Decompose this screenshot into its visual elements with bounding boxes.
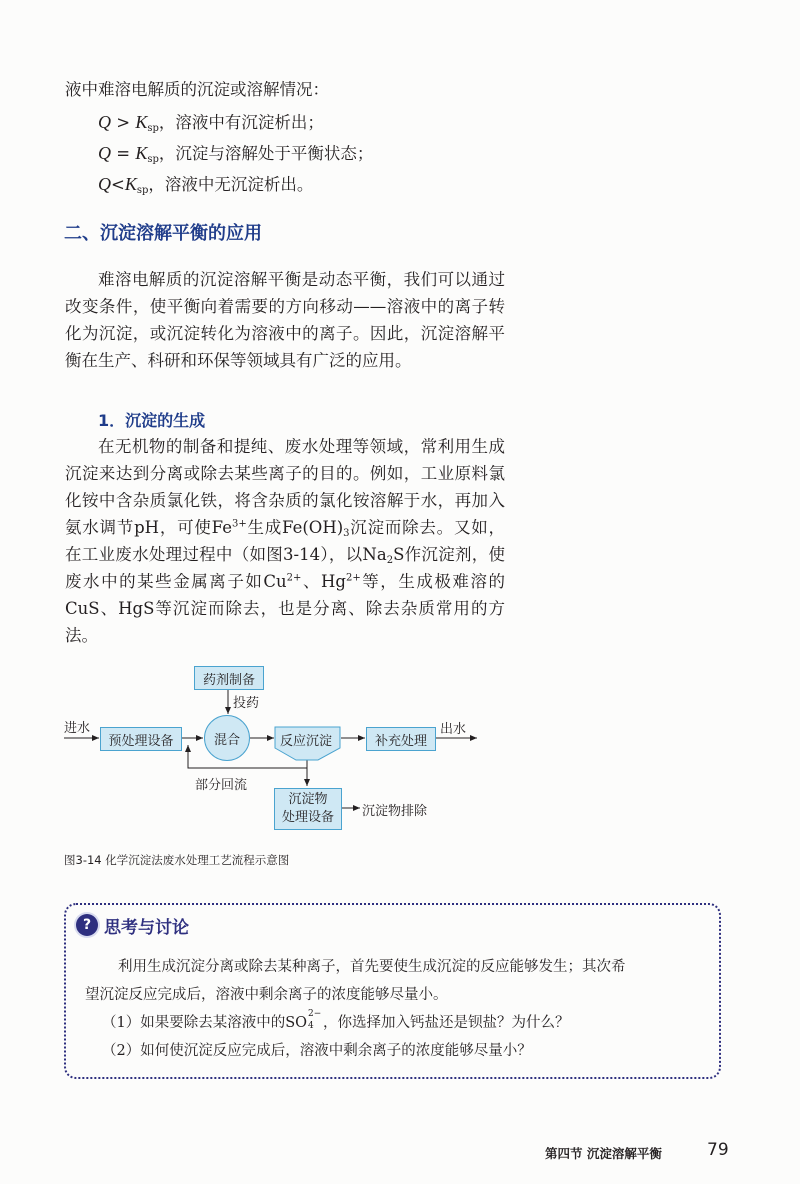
sludge-discharge-label: 沉淀物排除: [362, 804, 428, 819]
section-heading: 二、沉淀溶解平衡的应用: [64, 223, 262, 244]
condition-greater: $Q > K_{sp}$，溶液中有沉淀析出；: [98, 112, 324, 134]
think-line-2: 望沉淀反应完成后，溶液中剩余离子的浓度能够尽量小。: [85, 987, 448, 1003]
figure-caption: 图3-14 化学沉淀法废水处理工艺流程示意图: [64, 853, 290, 867]
reaction-label: 反应沉淀: [280, 734, 333, 749]
reagent-prep-box: 药剂制备: [194, 666, 264, 690]
sludge-equipment-box: 沉淀物 处理设备: [274, 788, 342, 830]
outflow-label: 出水: [440, 722, 467, 737]
think-title: 思考与讨论: [104, 918, 189, 938]
recycle-label: 部分回流: [195, 778, 248, 793]
intro-line: 液中难溶电解质的沉淀或溶解情况：: [65, 80, 329, 99]
dosing-label: 投药: [233, 696, 260, 711]
inflow-label: 进水: [64, 721, 91, 736]
think-question-2: （2）如何使沉淀反应完成后，溶液中剩余离子的浓度能够尽量小？: [102, 1043, 532, 1059]
footer-section-title: 第四节 沉淀溶解平衡: [545, 1146, 662, 1161]
think-line-1: 利用生成沉淀分离或除去某种离子，首先要使生成沉淀的反应能够发生；其次希: [118, 959, 626, 975]
question-icon: ?: [76, 914, 98, 936]
mixing-circle: 混合: [204, 715, 250, 761]
subsection-heading: 1．沉淀的生成: [98, 411, 206, 430]
pretreatment-box: 预处理设备: [100, 727, 182, 751]
condition-equal: $Q = K_{sp}$，沉淀与溶解处于平衡状态；: [98, 143, 374, 165]
precipitation-paragraph: 在无机物的制备和提纯、废水处理等领域，常利用生成沉淀来达到分离或除去某些离子的目的。例如，工业原料氯化铵中含杂质氯化铁，将含杂质的氯化铵溶解于水，再加入氨水调节pH，可使$Fe^{3+}$生成$Fe(OH)_3$沉淀而除去。又如，在工业废水处理过程中（如图3-14），以$Na_2S$作沉淀剂，使废水中的某些金属离子如$Cu^{2+}$、$Hg^{2+}$等，生成极难溶的CuS、HgS等沉淀而除去，也是分离、除去杂质常用的方法。: [65, 437, 506, 645]
condition-less: $Q<K_{sp}$，溶液中无沉淀析出。: [98, 174, 314, 196]
section-paragraph: 难溶电解质的沉淀溶解平衡是动态平衡，我们可以通过改变条件，使平衡向着需要的方向移动——溶液中的离子转化为沉淀，或沉淀转化为溶液中的离子。因此，沉淀溶解平衡在生产、科研和环保等领域具有广泛的应用。: [65, 270, 505, 370]
page-number: 79: [707, 1140, 729, 1160]
think-question-1: （1）如果要除去某溶液中的SO 2− 4 ，你选择加入钙盐还是钡盐？为什么？: [102, 1009, 570, 1031]
supplement-box: 补充处理: [366, 727, 436, 751]
